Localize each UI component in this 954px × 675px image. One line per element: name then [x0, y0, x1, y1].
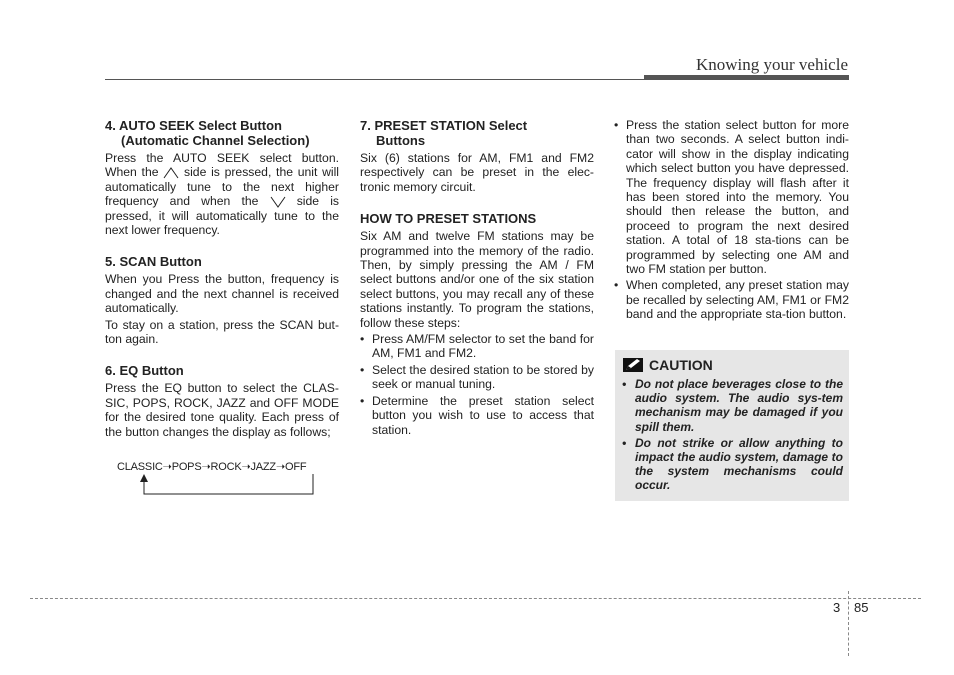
section-number: 3 — [833, 600, 841, 615]
header-rule — [105, 79, 849, 80]
seek-down-icon — [270, 196, 286, 208]
list-item: • Do not place beverages close to the audio system. The audio sys-tem mechanism may be damaged if you spill them. — [622, 377, 843, 434]
scan-heading: 5. SCAN Button — [105, 254, 202, 270]
header-title: Knowing your vehicle — [695, 55, 848, 74]
footer-rule — [30, 598, 921, 599]
preset-steps-list — [360, 332, 594, 437]
auto-seek-text: Press the AUTO SEEK select button. When the side is pressed, the unit will automatically tune to the next higher frequency and when the side is pressed, it will automatically tune to the next lower frequency. — [105, 151, 340, 238]
footer-divider — [848, 591, 849, 656]
eq-text: Press the EQ button to select the CLAS-SIC, POPS, ROCK, JAZZ and OFF MODE for the desired tone quality. Each press of the button changes the display as follows; — [105, 381, 339, 439]
caution-title: CAUTION — [649, 357, 713, 373]
list-item: • Do not strike or allow anything to impact the audio system, damage to the system mechanisms could occur. — [622, 436, 843, 493]
eq-cycle-return-arrow — [117, 460, 332, 500]
auto-seek-heading: 4. AUTO SEEK Select Button (Automatic Channel Selection) — [105, 118, 310, 148]
list-item: • Press AM/FM selector to set the band for AM, FM1 and FM2. — [360, 332, 594, 361]
preset-text: Six (6) stations for AM, FM1 and FM2 respectively can be preset in the elec-tronic memory circuit. — [360, 151, 594, 194]
caution-heading — [623, 357, 713, 373]
scan-text-1: When you Press the button, frequency is changed and the next channel is received automatically. — [105, 272, 339, 316]
list-item: • When completed, any preset station may be recalled by selecting AM, FM1 or FM2 band and the appropriate sta-tion button. — [614, 278, 849, 321]
caution-pencil-icon — [623, 358, 643, 372]
preset-continued-list — [614, 118, 849, 322]
seek-up-icon — [163, 167, 179, 179]
eq-cycle-label: CLASSIC➝POPS➝ROCK➝JAZZ➝OFF — [117, 461, 307, 473]
how-to-preset-heading: HOW TO PRESET STATIONS — [360, 211, 537, 227]
caution-box — [615, 350, 849, 501]
eq-heading: 6. EQ Button — [105, 363, 184, 379]
column-3 — [614, 118, 849, 324]
page-number: 85 — [854, 600, 869, 615]
list-item: • Determine the preset station select button you wish to use to access that station. — [360, 394, 594, 437]
list-item: • Select the desired station to be stored by seek or manual tuning. — [360, 363, 594, 392]
caution-list — [622, 377, 843, 495]
column-1 — [105, 118, 339, 441]
column-2 — [360, 118, 594, 439]
list-item: • Press the station select button for more than two seconds. A select button indi-cator will show in the display indicating which select button you have depressed. The frequency display will flash after it has been stored into the memory. You should then release the button, and proceed to program the next desired station. A total of 18 sta-tions can be programmed by selecting one AM and two FM station per button. — [614, 118, 849, 276]
scan-text-2: To stay on a station, press the SCAN but-ton again. — [105, 317, 339, 347]
preset-heading: 7. PRESET STATION Select Buttons — [360, 118, 528, 148]
how-to-preset-text: Six AM and twelve FM stations may be programmed into the memory of the radio. Then, by simply pressing the AM / FM select buttons and/or one of the six station select buttons, you may recall any of these stations instantly. To program the stations, follow these steps: — [360, 229, 594, 330]
eq-cycle-diagram — [117, 460, 332, 500]
